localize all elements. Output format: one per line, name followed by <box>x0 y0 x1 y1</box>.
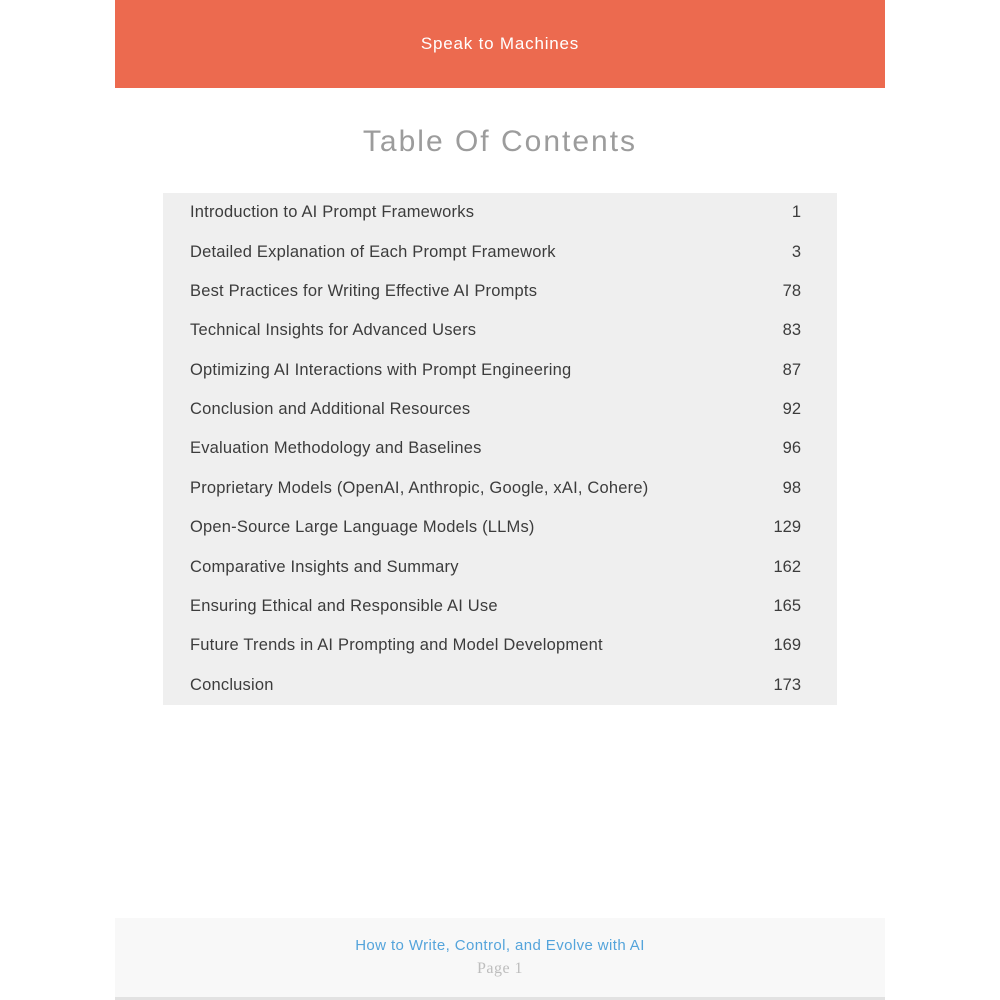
toc-entry-page: 96 <box>782 439 801 458</box>
toc-row <box>163 232 837 271</box>
toc-entry-page: 83 <box>782 321 801 340</box>
toc-entry-page: 169 <box>773 636 801 655</box>
toc-entry-label: Future Trends in AI Prompting and Model Development <box>190 636 603 655</box>
toc-entry-page: 1 <box>791 203 801 222</box>
toc-row <box>163 626 837 665</box>
toc-row <box>163 193 837 232</box>
toc-entry-page: 129 <box>773 518 801 537</box>
toc-row <box>163 547 837 586</box>
toc-row <box>163 272 837 311</box>
toc-row <box>163 508 837 547</box>
toc-row <box>163 587 837 626</box>
toc-entry-label: Best Practices for Writing Effective AI Prompts <box>190 281 538 300</box>
toc-entry-label: Ensuring Ethical and Responsible AI Use <box>190 596 498 615</box>
toc-list <box>163 193 837 705</box>
toc-entry-label: Introduction to AI Prompt Frameworks <box>190 203 475 222</box>
footer <box>115 918 885 997</box>
toc-entry-page: 173 <box>773 675 801 694</box>
toc-row <box>163 311 837 350</box>
toc-entry-label: Detailed Explanation of Each Prompt Framework <box>190 242 556 261</box>
toc-entry-page: 165 <box>773 596 801 615</box>
header-banner <box>115 0 885 88</box>
toc-entry-label: Evaluation Methodology and Baselines <box>190 439 482 458</box>
toc-entry-page: 87 <box>782 360 801 379</box>
header-banner-title: Speak to Machines <box>420 34 580 53</box>
toc-entry-page: 92 <box>782 400 801 419</box>
toc-row <box>163 390 837 429</box>
toc-entry-label: Conclusion and Additional Resources <box>190 400 471 419</box>
toc-entry-page: 3 <box>791 242 801 261</box>
footer-page-number: Page 1 <box>476 960 524 977</box>
toc-entry-label: Comparative Insights and Summary <box>190 557 459 576</box>
toc-row <box>163 429 837 468</box>
toc-entry-label: Optimizing AI Interactions with Prompt Engineering <box>190 360 572 379</box>
footer-subtitle: How to Write, Control, and Evolve with AI <box>355 937 645 954</box>
toc-row <box>163 666 837 705</box>
page-title: Table Of Contents <box>362 125 638 158</box>
toc-entry-label: Technical Insights for Advanced Users <box>190 321 477 340</box>
toc-entry-page: 78 <box>782 281 801 300</box>
toc-entry-label: Open-Source Large Language Models (LLMs) <box>190 518 535 537</box>
toc-entry-label: Conclusion <box>190 675 274 694</box>
toc-entry-page: 98 <box>782 478 801 497</box>
toc-entry-page: 162 <box>773 557 801 576</box>
toc-row <box>163 351 837 390</box>
toc-row <box>163 469 837 508</box>
toc-entry-label: Proprietary Models (OpenAI, Anthropic, Google, xAI, Cohere) <box>190 478 649 497</box>
